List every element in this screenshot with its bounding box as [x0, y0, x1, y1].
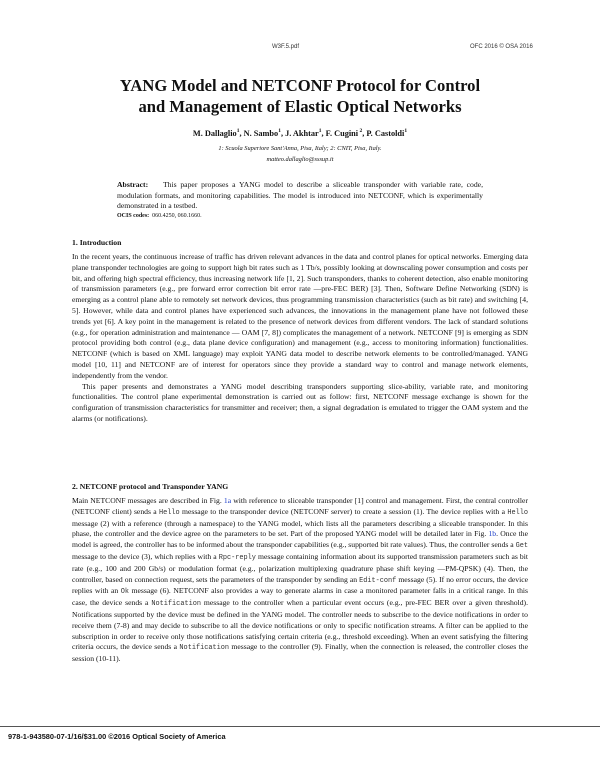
message-name: Hello: [507, 508, 528, 517]
figure-link[interactable]: 1b: [488, 529, 497, 539]
author-name: M. Dallaglio: [192, 128, 237, 138]
author-affiliation-mark: 1: [318, 128, 322, 134]
section-body-netconf: [72, 496, 528, 665]
contact-email[interactable]: matteo.dallaglio@sssup.it: [266, 156, 334, 163]
section-heading-introduction: 1. Introduction: [72, 238, 122, 247]
figure-link[interactable]: 1a: [223, 496, 232, 505]
ocis-label: OCIS codes:: [117, 213, 150, 219]
ocis-codes: [117, 213, 202, 219]
copyright-footer: 978-1-943580-07-1/16/$31.00 ©2016 Optical Society of America: [8, 732, 226, 741]
author-name: , P. Castoldi: [362, 128, 405, 138]
running-header-left: W3F.5.pdf: [272, 44, 300, 50]
author-name: , J. Akhtar: [280, 128, 319, 138]
paper-title-line-1: YANG Model and NETCONF Protocol for Control: [119, 76, 481, 95]
author-name: , N. Sambo: [239, 128, 279, 138]
message-name: Hello: [159, 508, 180, 517]
footer-divider: [0, 726, 600, 727]
message-name: Get: [515, 542, 528, 551]
message-name: Ok: [120, 588, 130, 597]
author-affiliation-mark: 1: [404, 128, 408, 134]
message-name: Edit-conf: [359, 576, 397, 585]
author-affiliation-mark: 1: [236, 128, 240, 134]
author-affiliation-mark: 1: [278, 128, 281, 134]
paragraph: This paper presents and demonstrates a YANG model describing transponders supporting slice-ability, variable rate, and monitoring functionalities. The control plane experimental demonstration is carried out as follow: first, NETCONF message exchange is shown for the configuration of transmission characteristics for transmitter and receiver; then, a signal degradation is emulated to trigger the OAM system and the alarms (or notifications).: [72, 381, 528, 423]
paragraph: In the recent years, the continuous increase of traffic has driven relevant advances in the data and control planes for optical networks. Emerging data plane transponder technologies are going to support high bit rates such as 1 Tb/s, possibly looking at downscaling power consumption and costs per bit, and offering high spectral efficiency, thus increasing network life [1, 2]. Such transponders, thanks to coherent detection, also enable monitoring of transmission parameters (e.g., pre forward error correction bit error rate —pre-FEC BER) [3]. Then, Software Define Networking (SDN) is emerging as a control plane able to remotely set network devices, thus programming transmission characteristics (such as bit rate) and switching [4, 5]. However, while data and control planes have experienced such advances, the innovations in the management plane have not followed these trends yet [6]. A key point in the management is related to the presence of network devices from different vendors. The lack of standard solutions (e.g., for operation administration and maintenance — OAM [7, 8]) complicates the management of a network. NETCONF [9] is emerging as SDN protocol providing both control (e.g., data plane device configuration) and management (e.g., access to monitoring information) functionalities. NETCONF (which is based on XML language) may exploit YANG data model to describe network elements to be controlled/managed. YANG model [10, 11] and NETCONF are of interest for operators since they provide a standard way to control and manage network elements, independently from the vendor.: [72, 252, 528, 380]
abstract-text: This paper proposes a YANG model to describe a sliceable transponder with variable rate, code, modulation formats, and monitoring capabilities. The model is introduced into NETCONF, which is experimentally demonstrated in a testbed.: [117, 180, 483, 211]
paragraph: Main NETCONF messages are described in Fig. 1a with reference to sliceable transponder [1] control and management. First, the central controller (NETCONF client) sends a Hello message to the transponder device (NETCONF server) to create a session (1). The device replies with a Hello message (2) with a reference (through a namespace) to the YANG model, which lists all the parameters describing a sliceable transponder. In this phase, the controller and the device agree on the parameters to be set. Part of the proposed YANG model will be detailed later in Fig. 1b. Once the model is agreed, the controller has to be informed about the transponder capabilities (e.g., supported bit rate values). Thus, the controller sends a Get message to the device (3), which replies with a Rpc-reply message containing information about its supported transmission parameters such as bit rate (e.g., 100 and 200 Gb/s) or modulation format (e.g., polarization multiplexing quadrature phase shift keying —PM-QPSK) (4). Then, the controller, based on connection request, sets the parameters of the transponder by sending an Edit-conf message (5). If no error occurs, the device replies with an Ok message (6). NETCONF also provides a way to generate alarms in case a monitored parameter falls in a critical range. In this case, the device sends a Notification message to the controller when a particular event occurs (e.g., pre-FEC BER over a given threshold). Notifications supported by the device must be defined in the YANG model. The controller needs to subscribe to the device notifications in order to receive them (7-8) and may decide to subscribe to all the device notifications or only to specific notification streams. A filter can be applied to the subscription in order to receive only those notifications satisfying certain criteria (e.g., threshold exceeding). When an event satisfying the filtering criteria occurs, the device sends a Notification message to the controller (9). Finally, when the connection is released, the controller closes the session (10-11).: [72, 496, 529, 664]
author-affiliation-mark: 2: [358, 128, 363, 134]
abstract: [117, 180, 483, 212]
message-name: Rpc-reply: [218, 553, 256, 562]
ocis-values: 060.4250, 060.1660.: [152, 213, 202, 219]
section-body-introduction: [72, 252, 528, 425]
affiliations: 1: Scuola Superiore Sant'Anna, Pisa, Italy; 2: CNIT, Pisa, Italy.: [218, 145, 382, 152]
message-name: Notification: [179, 644, 230, 653]
paper-title-line-2: and Management of Elastic Optical Networks: [138, 97, 462, 116]
abstract-label: Abstract:: [117, 180, 149, 189]
section-heading-netconf: 2. NETCONF protocol and Transponder YANG: [72, 482, 229, 491]
running-header-right: OFC 2016 © OSA 2016: [470, 44, 533, 50]
message-name: Notification: [151, 600, 201, 609]
author-list: [60, 128, 540, 138]
author-name: , F. Cugini: [321, 128, 359, 138]
